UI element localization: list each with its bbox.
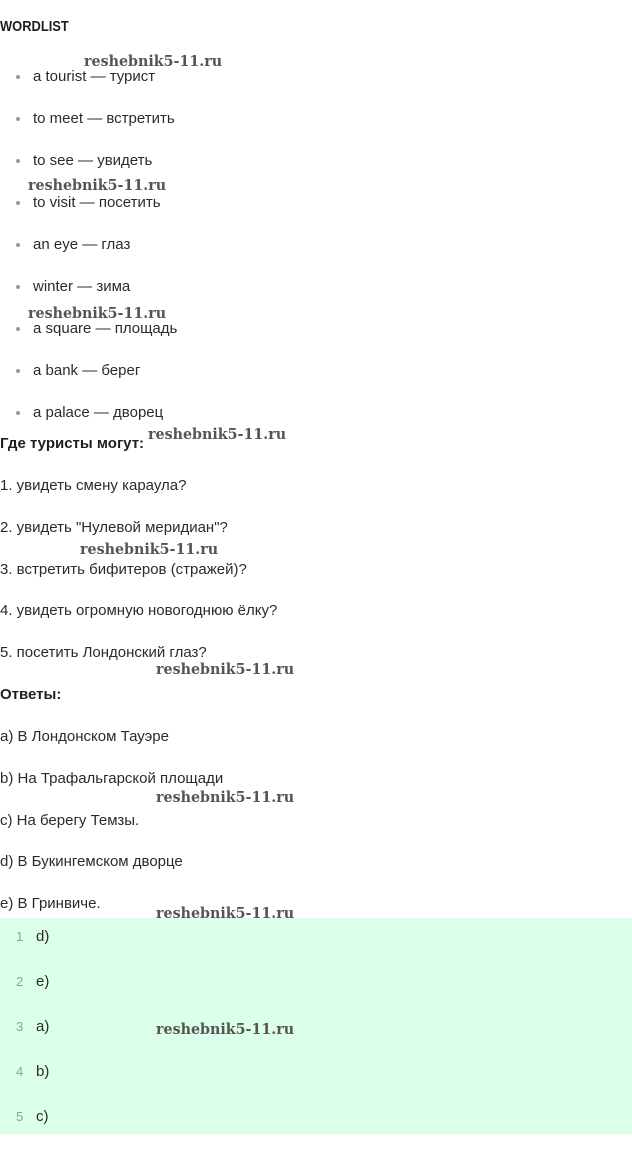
watermark: reshebnik5-11.ru xyxy=(148,425,287,443)
question-item: 5. посетить Лондонский глаз? xyxy=(0,644,207,661)
bullet-icon xyxy=(16,285,20,289)
wordlist-item-text: to meet — встретить xyxy=(33,110,175,127)
bullet-icon xyxy=(16,243,20,247)
question-item: 3. встретить бифитеров (стражей)? xyxy=(0,561,247,578)
wordlist-item-text: to visit — посетить xyxy=(33,194,161,211)
watermark: reshebnik5-11.ru xyxy=(156,1020,295,1038)
wordlist-item-text: an eye — глаз xyxy=(33,236,131,253)
answers-title: Ответы: xyxy=(0,686,62,703)
wordlist-item xyxy=(0,110,177,152)
watermark: reshebnik5-11.ru xyxy=(84,52,223,70)
bullet-icon xyxy=(16,75,20,79)
question-item: 1. увидеть смену караула? xyxy=(0,477,187,494)
question-item: 4. увидеть огромную новогоднюю ёлку? xyxy=(0,602,278,619)
watermark: reshebnik5-11.ru xyxy=(156,660,295,678)
wordlist-item-text: to see — увидеть xyxy=(33,152,153,169)
option-item: b) На Трафальгарской площади xyxy=(0,770,224,787)
answer-key-number: 4 xyxy=(16,1064,24,1079)
wordlist-item-text: a tourist — турист xyxy=(33,68,156,85)
answer-key-number: 1 xyxy=(16,929,24,944)
wordlist-item xyxy=(0,194,177,236)
wordlist-item-text: a square — площадь xyxy=(33,320,178,337)
answer-key-value: e) xyxy=(36,973,50,990)
bullet-icon xyxy=(16,411,20,415)
bullet-icon xyxy=(16,327,20,331)
answer-key-panel xyxy=(0,918,632,1134)
watermark: reshebnik5-11.ru xyxy=(80,540,219,558)
watermark: reshebnik5-11.ru xyxy=(156,904,295,922)
option-item: c) На берегу Темзы. xyxy=(0,812,140,829)
wordlist-heading: WORDLIST xyxy=(0,18,69,35)
option-item: e) В Гринвиче. xyxy=(0,895,101,912)
answer-key-value: d) xyxy=(36,928,50,945)
bullet-icon xyxy=(16,117,20,121)
question-title: Где туристы могут: xyxy=(0,435,145,452)
wordlist-item-text: winter — зима xyxy=(33,278,131,295)
answer-key-number: 3 xyxy=(16,1019,24,1034)
wordlist-item xyxy=(0,362,177,404)
watermark: reshebnik5-11.ru xyxy=(156,788,295,806)
option-item: d) В Букингемском дворце xyxy=(0,853,183,870)
question-item: 2. увидеть "Нулевой меридиан"? xyxy=(0,519,228,536)
watermark: reshebnik5-11.ru xyxy=(28,304,167,322)
wordlist xyxy=(0,68,177,446)
answer-key-number: 5 xyxy=(16,1109,24,1124)
wordlist-item-text: a bank — берег xyxy=(33,362,141,379)
bullet-icon xyxy=(16,159,20,163)
wordlist-item-text: a palace — дворец xyxy=(33,404,164,421)
watermark: reshebnik5-11.ru xyxy=(28,176,167,194)
answer-key-value: b) xyxy=(36,1063,50,1080)
bullet-icon xyxy=(16,201,20,205)
wordlist-item xyxy=(0,236,177,278)
wordlist-item xyxy=(0,320,177,362)
option-item: a) В Лондонском Тауэре xyxy=(0,728,169,745)
answer-key-number: 2 xyxy=(16,974,24,989)
answer-key-value: c) xyxy=(36,1108,49,1125)
answer-key-value: a) xyxy=(36,1018,50,1035)
wordlist-item xyxy=(0,68,177,110)
bullet-icon xyxy=(16,369,20,373)
